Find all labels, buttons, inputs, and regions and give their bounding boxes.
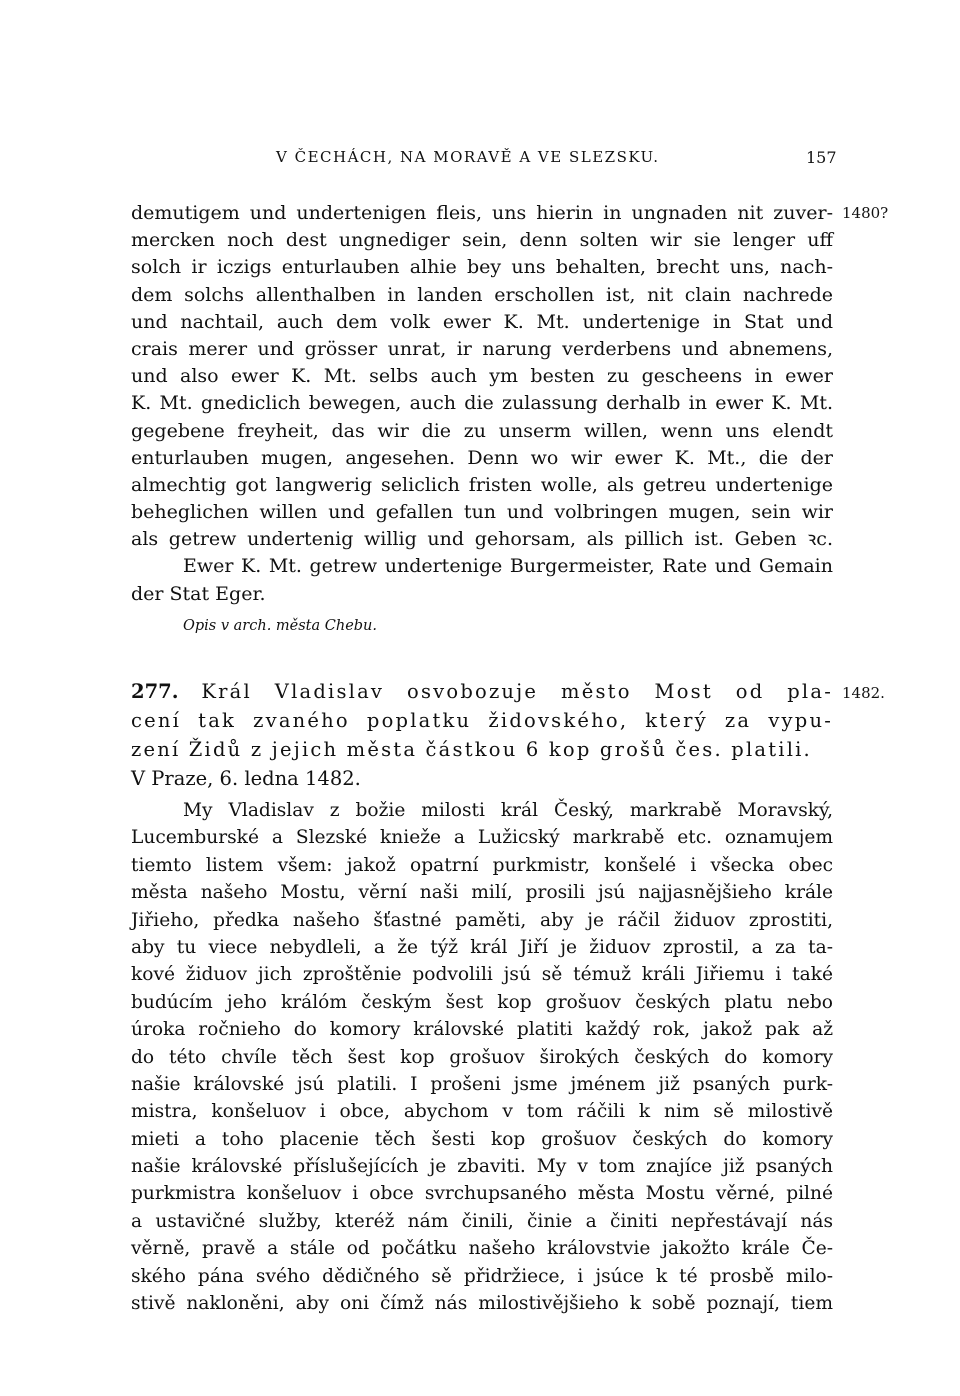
text-line: Jiřieho, předka našeho šťastné paměti, aby je ráčil židuov zprostiti, [131,909,833,931]
text-line: našie královské jsú platili. I prošeni jsme jménem již psaných purk- [131,1073,833,1095]
source-note: Opis v arch. města Chebu. [183,618,378,634]
text-line: und also ewer K. Mt. selbs auch ym besten zu gescheens in ewer [131,365,833,388]
second-document-text [131,797,833,1317]
dateline: V Praze, 6. ledna 1482. [131,767,361,790]
text-line: mistra, konšeluov i obce, abychom v tom ráčili k nim sě milostivě [131,1101,833,1123]
running-header: V ČECHÁCH, NA MORAVĚ A VE SLEZSKU. [276,148,660,166]
text-line: enturlauben mugen, angesehen. Denn wo wir ewer K. Mt., die der [131,446,833,469]
signature-line: der Stat Eger. [131,582,266,605]
text-line: a ustavičné služby, kteréž nám činili, činie a činiti nepřestávají nás [131,1210,833,1232]
first-document-text [131,200,833,608]
text-line: kové židuov jich zproštěnie podvolili jsú sě témuž králi Jiřiemu i také [131,964,833,986]
text-line: města našeho Mostu, věrní naši milí, prosili jsú najjasnějšieho krále [131,882,833,904]
text-line: Lucemburské a Slezské knieže a Lužicský markrabě etc. oznamujem [131,827,833,849]
text-line: und nachtail, auch dem volk ewer K. Mt. undertenige in Stat und [131,310,833,333]
text-line: mieti a toho placenie těch šesti kop grošuov českých do komory [131,1128,833,1150]
text-line: budúcím jeho králóm českým šest kop grošuov českých platu nebo [131,991,833,1013]
text-line: almechtig got langwerig seliclich fristen wolle, als getreu undertenige [131,473,833,496]
text-line: solch ir iczigs enturlauben alhie bey uns behalten, brecht uns, nach- [131,256,833,279]
text-line: crais merer und grösser unrat, ir narung verderbens und abnemens, [131,337,833,360]
heading-line: zení Židů z jejich města částkou 6 kop grošů čes. platili. [131,738,812,761]
page-number: 157 [806,148,837,167]
text-line: K. Mt. gnediclich bewegen, auch die zulassung derhalb in ewer K. Mt. [131,392,833,415]
text-line: tiemto listem všem: jakož opatrní purkmistr, konšelé i všecka obec [131,854,833,876]
text-line: demutigem und undertenigen fleis, uns hierin in ungnaden nit zuver- [131,202,833,224]
margin-date-1482: 1482. [842,684,885,702]
text-line: našie královské příslušejících je zbaviti. My v tom znajíce již psaných [131,1156,833,1178]
text-line: úroka ročnieho do komory královské platiti každý rok, jakož pak až [131,1019,833,1041]
heading-line: 277. Král Vladislav osvobozuje město Most od pla- [131,680,833,703]
text-line: beheglichen willen und gefallen tun und volbringen mugen, sein wir [131,501,833,524]
text-line: dem solchs allenthalben in landen erschollen ist, nit clain nachrede [131,283,833,306]
signature-line: Ewer K. Mt. getrew undertenige Burgermeister, Rate und Gemain [183,555,833,578]
text-line: do této chvíle těch šest kop grošuov širokých českých do komory [131,1046,833,1068]
margin-date-1480: 1480? [842,204,889,222]
document-heading [131,677,833,793]
text-line: mercken noch dest ungnediger sein, denn solten wir sie lenger uff [131,229,833,252]
text-line: věrně, pravě a stále od počátku našeho královstvie jakožto krále Če- [131,1238,833,1260]
text-line: stivě nakloněni, aby oni čímž nás milostivějšieho k sobě poznají, tiem [131,1293,833,1315]
text-line: gegebene freyheit, das wir die zu unserm willen, wenn uns elendt [131,419,833,442]
heading-line: cení tak zvaného poplatku židovského, který za vypu- [131,709,833,732]
text-line: ského pána svého dědičného sě přidržiece, i jsúce k té prosbě milo- [131,1265,833,1287]
text-line: My Vladislav z božie milosti král Český, markrabě Moravský, [183,800,833,821]
text-line: als getrew undertenig willig und gehorsam, als pillich ist. Geben ꝛc. [131,528,833,551]
text-line: purkmistra konšeluov i obce svrchupsaného města Mostu věrné, pilné [131,1183,833,1205]
document-number: 277. [131,680,179,703]
text-line: aby tu viece nebydleli, a že týž král Jiří je židuov zprostil, a za ta- [131,936,833,958]
